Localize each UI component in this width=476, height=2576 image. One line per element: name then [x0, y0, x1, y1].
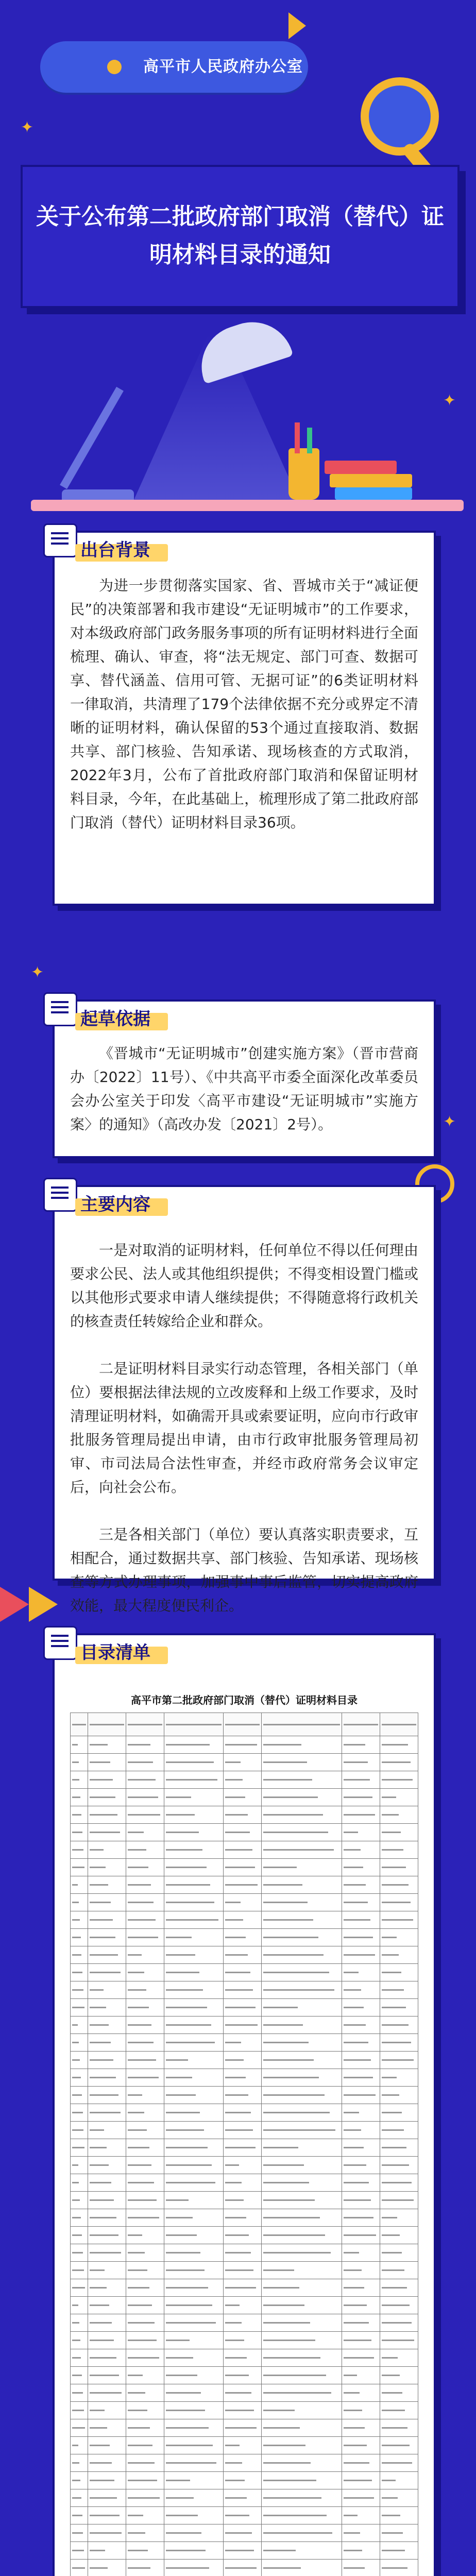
sparkle-icon: ✦ — [443, 392, 456, 410]
paragraph: 一是对取消的证明材料，任何单位不得以任何理由要求公民、法人或其他组织提供；不得变相设置门槛或以其他形式要求申请人继续提供；不得随意将行政机关的核查责任转嫁给企业和群众。 — [70, 1242, 418, 1330]
paragraph: 为进一步贯彻落实国家、省、晋城市关于“减证便民”的决策部署和我市建设“无证明城市”的工作要求，对本级政府部门政务服务事项的所有证明材料进行全面梳理、确认、审查，将“法无规定、部门可查、数据可享、替代涵盖、信用可管、无据可证”的6类证明材料一律取消，共清理了179个法律依据不充分或界定不清晰的证明材料，确认保留的53个通过直接取消、数据共享、部门核验、告知承诺、现场核查的方式取消，2022年3月，公布了首批政府部门取消和保留证明材料目录，今年，在此基础上，梳理形成了第二批政府部门取消（替代）证明材料目录36项。 — [70, 577, 418, 831]
document-icon — [43, 523, 77, 557]
pencil — [295, 422, 300, 453]
sparkle-icon: ✦ — [21, 118, 34, 137]
section-body — [70, 574, 418, 835]
list-card — [53, 1633, 436, 2576]
background-card — [53, 531, 436, 906]
arrow-decoration — [29, 1587, 58, 1622]
section-heading: 主要内容 — [80, 1194, 150, 1215]
desk-lamp-illustration — [0, 304, 476, 520]
office-banner — [40, 41, 308, 93]
lamp-arm — [60, 387, 124, 489]
basis-card — [53, 999, 436, 1158]
page-title: 关于公布第二批政府部门取消（替代）证明材料目录的通知 — [36, 204, 444, 268]
section-heading: 目录清单 — [80, 1642, 150, 1663]
section-body — [70, 1239, 418, 1618]
document-icon — [43, 1178, 77, 1212]
catalog-table-image — [70, 1713, 418, 2576]
content-card — [53, 1185, 436, 1614]
lamp-head — [191, 311, 293, 384]
paragraph: 二是证明材料目录实行动态管理，各相关部门（单位）要根据法律法规的立改废释和上级工作要求，及时清理证明材料，如确需开具或索要证明，应向市行政审批服务管理局提出申请，由市行政审批服务管理局初审、市司法局合法性审查，并经市政府常务会议审定后，向社会公布。 — [70, 1360, 418, 1496]
section-heading: 出台背景 — [80, 540, 150, 561]
paragraph: 三是各相关部门（单位）要认真落实职责要求，互相配合，通过数据共享、部门核验、告知承诺、现场核查等方式办理事项，加强事中事后监管，切实提高政府效能，最大程度便民利企。 — [70, 1526, 418, 1614]
sparkle-icon: ✦ — [31, 963, 44, 981]
banner-dot-icon — [107, 60, 122, 74]
title-box — [21, 165, 460, 308]
table-title: 高平市第二批政府部门取消（替代）证明材料目录 — [131, 1694, 358, 1706]
sparkle-icon: ✦ — [443, 1113, 456, 1131]
document-icon — [43, 1626, 77, 1660]
paragraph: 《晋城市“无证明城市”创建实施方案》（晋市营商办〔2022〕11号）、《中共高平市委全面深化改革委员会办公室关于印发〈高平市建设“无证明城市”实施方案〉的通知》（高改办发〔2021〕2号）。 — [70, 1045, 418, 1133]
document-icon — [43, 992, 77, 1026]
book — [325, 461, 397, 474]
banner-arrow-icon — [288, 12, 306, 39]
pencil — [307, 428, 312, 453]
arrow-decoration — [0, 1587, 29, 1622]
office-name: 高平市人民政府办公室 — [143, 58, 303, 76]
section-body — [70, 1042, 418, 1137]
book — [335, 487, 412, 500]
section-heading: 起草依据 — [80, 1009, 150, 1029]
pencil-cup — [288, 448, 319, 500]
desk — [31, 500, 464, 511]
magnifier-icon — [361, 77, 439, 156]
book — [330, 474, 412, 487]
